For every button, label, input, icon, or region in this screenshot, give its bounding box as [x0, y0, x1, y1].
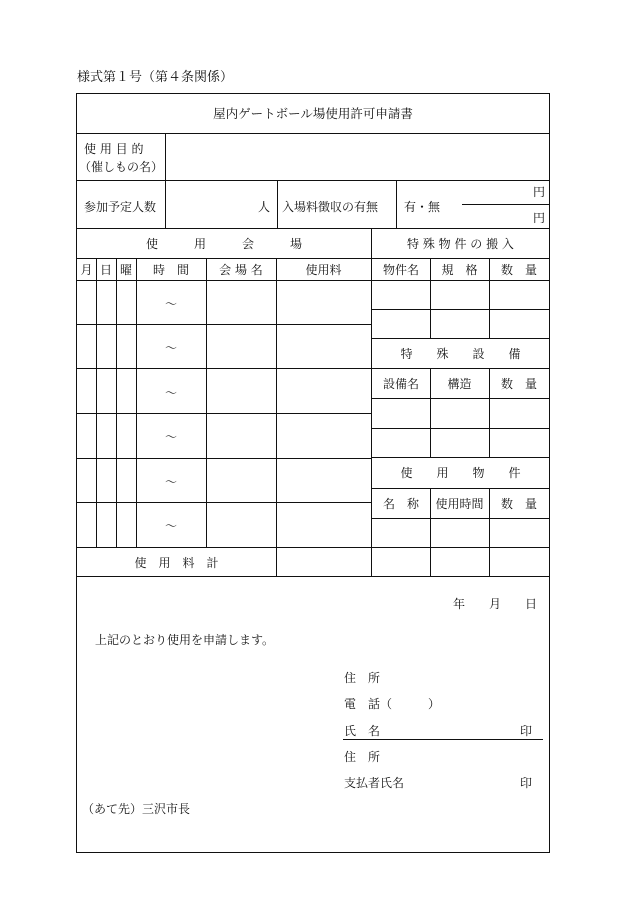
divider [77, 280, 549, 281]
col-time: 時 間 [152, 263, 189, 277]
name-underline [343, 739, 543, 740]
form-title: 屋内ゲートボール場使用許可申請書 [213, 106, 413, 121]
col-equipment-name: 設備名 [382, 377, 419, 391]
divider [372, 309, 549, 310]
address-label: 住 所 [344, 671, 381, 685]
divider [372, 428, 549, 429]
divider [396, 180, 397, 228]
divider [430, 488, 431, 576]
divider [165, 180, 166, 228]
col-month: 月 [80, 263, 93, 277]
divider [77, 180, 549, 181]
col-item-name: 物件名 [382, 263, 419, 277]
divider [489, 488, 490, 576]
divider [96, 258, 97, 548]
divider [77, 547, 549, 548]
divider [77, 576, 549, 577]
divider [77, 258, 549, 259]
time-tilde: ～ [164, 341, 177, 355]
addressee: （あて先）三沢市長 [82, 802, 191, 816]
divider [77, 324, 371, 325]
purpose-label: 使 用 目 的 [84, 142, 144, 156]
col-quantity: 数 量 [500, 263, 537, 277]
payer-label: 支払者氏名 [344, 776, 405, 790]
divider [276, 258, 277, 576]
section-special-equipment: 特 殊 設 備 [400, 347, 521, 361]
divider [277, 180, 278, 228]
section-use-items: 使 用 物 件 [400, 466, 521, 480]
total-label: 使 用 料 計 [134, 556, 219, 570]
divider [372, 368, 549, 369]
section-use-venue: 使 用 会 場 [145, 237, 302, 251]
time-tilde: ～ [164, 386, 177, 400]
admission-option: 有・無 [404, 200, 441, 214]
participants-unit: 人 [258, 200, 271, 214]
form-number: 様式第１号（第４条関係） [77, 70, 234, 85]
col-venue-name: 会 場 名 [219, 263, 263, 277]
divider [77, 502, 371, 503]
name-label: 氏 名 [344, 724, 381, 738]
col-day: 日 [99, 263, 112, 277]
divider [116, 258, 117, 548]
divider [489, 368, 490, 457]
phone-label: 電 話（ ） [344, 697, 441, 711]
time-tilde: ～ [164, 297, 177, 311]
seal-mark: 印 [520, 724, 533, 738]
col-use-time: 使用時間 [435, 497, 484, 511]
time-tilde: ～ [164, 475, 177, 489]
address-label-2: 住 所 [344, 750, 381, 764]
divider [206, 258, 207, 548]
col-spec: 規 格 [441, 263, 478, 277]
date-line: 年 月 日 [453, 597, 538, 611]
col-structure: 構造 [447, 377, 472, 391]
divider [372, 518, 549, 519]
col-name: 名 称 [382, 497, 419, 511]
yen-label: 円 [533, 185, 546, 199]
col-quantity: 数 量 [500, 497, 537, 511]
divider [77, 228, 549, 229]
divider [77, 458, 371, 459]
participants-label: 参加予定人数 [84, 200, 157, 214]
divider [430, 368, 431, 457]
statement: 上記のとおり使用を申請します。 [95, 633, 275, 647]
divider [77, 133, 549, 134]
purpose-label-sub: （催しもの名） [79, 160, 164, 174]
col-weekday: 曜 [119, 263, 132, 277]
divider [372, 488, 549, 489]
divider [372, 338, 549, 339]
divider [77, 413, 371, 414]
divider [371, 228, 372, 576]
divider [489, 258, 490, 338]
time-tilde: ～ [164, 430, 177, 444]
admission-label: 入場料徴収の有無 [282, 200, 379, 214]
col-quantity: 数 量 [500, 377, 537, 391]
divider [372, 457, 549, 458]
time-tilde: ～ [164, 519, 177, 533]
divider [372, 398, 549, 399]
col-fee: 使用料 [305, 263, 342, 277]
divider [77, 368, 371, 369]
divider [165, 133, 166, 181]
seal-mark-2: 印 [520, 776, 533, 790]
yen-label: 円 [533, 211, 546, 225]
yen-divider [462, 204, 549, 205]
section-special-items: 特 殊 物 件 の 搬 入 [407, 237, 514, 251]
divider [430, 258, 431, 338]
